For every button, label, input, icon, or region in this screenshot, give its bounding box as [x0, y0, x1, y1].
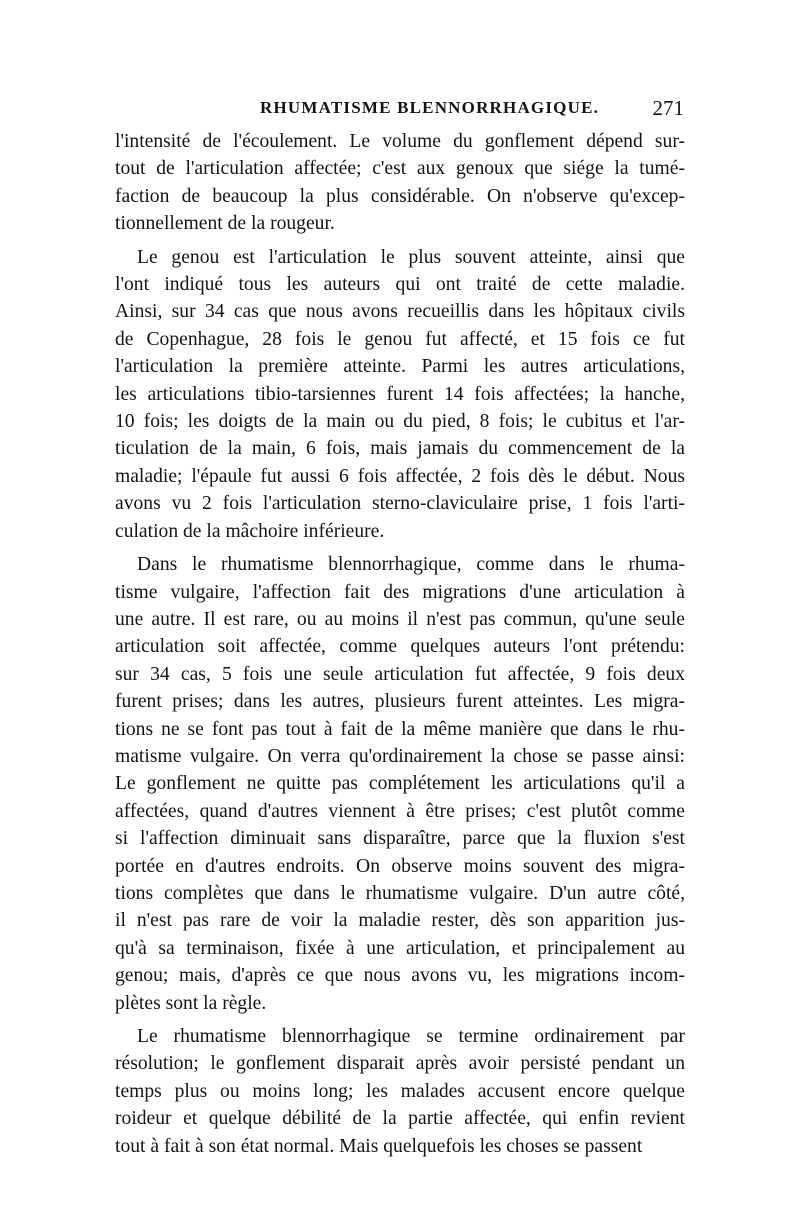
page-header — [115, 96, 686, 126]
text-line: de Copenhague, 28 fois le genou fut affecté, et 15 fois ce fut — [115, 328, 685, 350]
text-line: tout à fait à son état normal. Mais quelquefois les choses se passent — [115, 1135, 643, 1157]
text-line: Ainsi, sur 34 cas que nous avons recueillis dans les hôpitaux civils — [115, 301, 685, 323]
text-line: articulation soit affectée, comme quelques auteurs l'ont prétendu: — [115, 636, 685, 658]
text-line: l'articulation la première atteinte. Parmi les autres articulations, — [115, 356, 685, 378]
paragraph — [115, 551, 685, 1017]
text-line: portée en d'autres endroits. On observe moins souvent des migra- — [115, 855, 685, 877]
text-line: matisme vulgaire. On verra qu'ordinairement la chose se passe ainsi: — [115, 745, 685, 767]
text-line: culation de la mâchoire inférieure. — [115, 520, 385, 542]
text-line: affectées, quand d'autres viennent à être prises; c'est plutôt comme — [115, 800, 685, 822]
text-line: maladie; l'épaule fut aussi 6 fois affectée, 2 fois dès le début. Nous — [115, 465, 685, 487]
text-line: furent prises; dans les autres, plusieurs furent atteintes. Les migra- — [115, 691, 685, 713]
text-line: 10 fois; les doigts de la main ou du pied, 8 fois; le cubitus et l'ar- — [115, 411, 685, 433]
text-line: genou; mais, d'après ce que nous avons vu, les migrations incom- — [115, 965, 685, 987]
body-text — [115, 128, 685, 1160]
text-line: faction de beaucoup la plus considérable. On n'observe qu'excep- — [115, 185, 685, 207]
text-line: avons vu 2 fois l'articulation sterno-claviculaire prise, 1 fois l'arti- — [115, 493, 685, 515]
text-line: plètes sont la règle. — [115, 992, 267, 1014]
paragraph — [115, 244, 685, 545]
text-line: Le genou est l'articulation le plus souvent atteinte, ainsi que — [137, 246, 685, 268]
text-line: qu'à sa terminaison, fixée à une articulation, et principalement au — [115, 937, 685, 959]
text-line: l'intensité de l'écoulement. Le volume du gonflement dépend sur- — [115, 131, 685, 152]
text-line: ticulation de la main, 6 fois, mais jamais du commencement de la — [115, 438, 685, 460]
text-line: tout de l'articulation affectée; c'est aux genoux que siége la tumé- — [115, 158, 685, 180]
text-line: Le rhumatisme blennorrhagique se termine ordinairement par — [137, 1026, 685, 1047]
text-line: tions complètes que dans le rhumatisme vulgaire. D'un autre côté, — [115, 882, 685, 904]
text-line: sur 34 cas, 5 fois une seule articulation fut affectée, 9 fois deux — [115, 663, 685, 685]
paragraph — [115, 128, 685, 238]
text-line: résolution; le gonflement disparait après avoir persisté pendant un — [115, 1053, 685, 1075]
text-line: Le gonflement ne quitte pas complétement les articulations qu'il a — [115, 773, 685, 795]
text-line: tionnellement de la rougeur. — [115, 213, 335, 235]
text-line: si l'affection diminuait sans disparaître, parce que la fluxion s'est — [115, 828, 685, 850]
text-line: tions ne se font pas tout à fait de la même manière que dans le rhu- — [115, 718, 685, 740]
text-line: les articulations tibio-tarsiennes furent 14 fois affectées; la hanche, — [115, 383, 685, 405]
text-line: il n'est pas rare de voir la maladie rester, dès son apparition jus- — [115, 910, 685, 932]
running-title: RHUMATISME BLENNORRHAGIQUE. — [260, 98, 600, 117]
page-number: 271 — [652, 96, 684, 120]
text-line: tisme vulgaire, l'affection fait des migrations d'une articulation à — [115, 581, 685, 603]
text-line: l'ont indiqué tous les auteurs qui ont traité de cette maladie. — [115, 274, 685, 296]
text-line: temps plus ou moins long; les malades accusent encore quelque — [115, 1080, 685, 1102]
paragraph — [115, 1023, 685, 1160]
text-line: Dans le rhumatisme blennorrhagique, comme dans le rhuma- — [137, 554, 685, 576]
text-line: une autre. Il est rare, ou au moins il n'est pas commun, qu'une seule — [115, 608, 685, 630]
text-line: roideur et quelque débilité de la partie affectée, qui enfin revient — [115, 1108, 685, 1130]
